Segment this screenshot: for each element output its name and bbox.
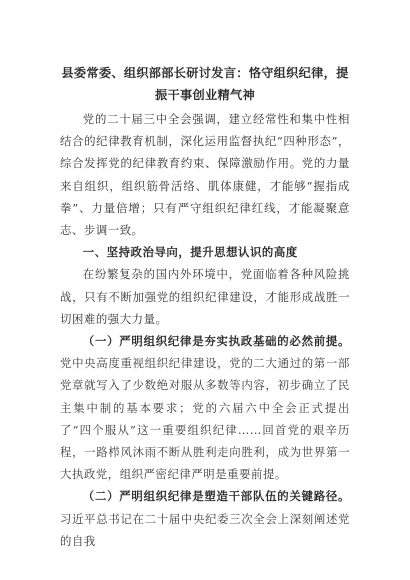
section-1-paragraph: 在纷繁复杂的国内外环境中，党面临着各种风险挑战，只有不断加强党的组织纪律建设，才能形成战胜一切困难的强大力量。 xyxy=(60,267,350,326)
point-2-paragraph xyxy=(60,485,350,552)
document-title: 县委常委、组织部部长研讨发言：恪守组织纪律，提振干事创业精气神 xyxy=(61,66,349,102)
point-2-lead: （二）严明组织纪律是塑造干部队伍的关键路径。 xyxy=(82,489,350,504)
section-heading-1: 一、坚持政治导向，提升思想认识的高度 xyxy=(82,245,298,260)
point-1-body: 党中央高度重视组织纪律建设，党的二大通过的第一部党章就写入了少数绝对服从多数等内容，初步确立了民主集中制的基本要求；党的六届六中全会正式提出了“四个服从”这一重要组织纪律……回首党的艰辛历程，一路栉风沐雨不断从胜利走向胜利，成为世界第一大执政党，组织严密纪律严明是重要前提。 xyxy=(60,356,350,482)
point-1-paragraph xyxy=(60,330,350,485)
point-2-body: 习近平总书记在二十届中央纪委三次全会上深刻阐述党的自我 xyxy=(60,511,350,548)
intro-paragraph: 党的二十届三中全会强调，建立经常性和集中性相结合的纪律教育机制，深化运用监督执纪“四种形态”，综合发挥党的纪律教育约束、保障激励作用。党的力量来自组织，组织筋骨活络、肌体康健，才能够“握指成拳”、力量倍增；只有严守组织纪律红线，才能凝聚意志、步调一致。 xyxy=(60,112,350,238)
point-1-lead: （一）严明组织纪律是夯实执政基础的必然前提。 xyxy=(82,334,350,349)
